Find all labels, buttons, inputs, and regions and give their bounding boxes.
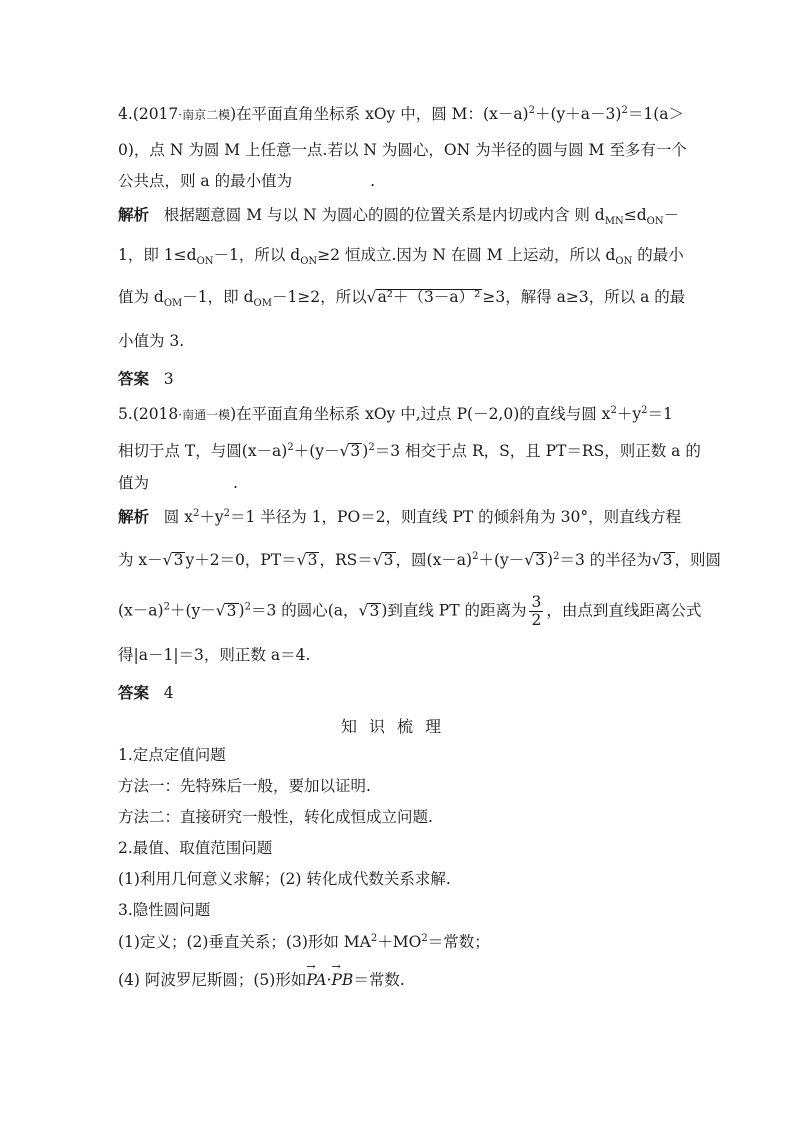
subscript: ON [615,256,633,267]
exponent: 2 [287,442,294,453]
summary-method-2: 方法二：直接研究一般性，转化成恒成立问题. [118,808,433,826]
problem-source: ·南京二模 [178,108,231,122]
exponent: 2 [223,508,230,519]
problem-4-line-3 [118,171,375,191]
exponent: 2 [370,933,378,944]
text: 值为 d [118,288,164,306]
text: )在平面直角坐标系 xOy 中，圆 M：(x－a) [230,105,529,123]
text: ＋MO [377,933,422,951]
summary-method-1: 方法一：先特殊后一般，要加以证明. [118,777,371,795]
sqrt-expression: 3 [173,551,184,569]
analysis-5-line-1 [118,507,681,527]
vector-pb: → PB [331,970,353,990]
analysis-4-line-3 [118,287,685,307]
sqrt-expression: 3 [383,551,394,569]
exponent: 2 [553,551,560,562]
problem-4-line-2 [118,140,687,160]
text: )在平面直角坐标系 xOy 中,过点 P(－2,0)的直线与圆 x [230,405,611,423]
summary-item-3-line-2 [118,970,405,990]
text: )到直线 PT 的距离为 [381,601,527,620]
problem-5-line-1 [118,404,673,425]
radical-sign: √ [215,601,226,620]
text: ≥2 恒成立.因为 N 在圆 M 上运动，所以 d [317,246,616,264]
answer-4 [118,369,174,389]
analysis-4-line-1 [118,205,679,225]
exponent: 2 [621,105,628,116]
radical-sign: √ [358,601,369,620]
text: ＋(y－ [478,551,525,569]
text: －1，所以 d [213,246,301,264]
text: ) [238,601,245,620]
text: ＝3 的半径为 [559,551,652,569]
radical-sign: √ [372,551,383,569]
text: － [663,206,680,224]
exponent: 2 [163,601,170,613]
subscript: ON [300,256,318,267]
sqrt-expression: 3 [662,551,673,569]
problem-number: 5.(2018 [118,405,179,423]
subscript: ON [196,256,214,267]
text: ＋(y－ [169,601,216,620]
text: ＋y [616,405,642,423]
exponent: 2 [368,442,375,453]
text: ＋(y＋a－3) [534,105,622,123]
analysis-5-line-3 [118,594,701,629]
sqrt-expression: 3 [350,442,361,460]
exponent: 2 [472,551,479,562]
sqrt-expression: 3 [535,551,546,569]
text: ＝3 相交于点 R，S，且 PT＝RS，则正数 a 的 [374,442,701,460]
text: y＋2＝0，PT＝ [185,551,297,569]
text: 小值为 3. [118,332,185,350]
problem-5-line-3 [118,473,238,493]
text: (1)定义；(2)垂直关系；(3)形如 MA [118,933,371,951]
text: . [233,474,238,492]
text: 0)，点 N 为圆 M 上任意一点.若以 N 为圆心，ON 为半径的圆与圆 M 至多有一个 [118,141,687,159]
radical-sign: √ [651,551,662,569]
exponent: 2 [421,933,428,944]
answer-label: 答案 [118,370,150,388]
text: 根据题意圆 M 与以 N 为圆心的圆的位置关系是内切或内含 则 d [163,206,605,224]
text: ＋(y－ [293,442,340,460]
radical-sign: √ [339,442,350,460]
sqrt-expression: 3 [369,601,380,620]
text: ＝1 [647,405,673,423]
vector-pa: → PA [306,970,326,990]
text: ，圆(x－a) [395,551,473,569]
problem-source: ·南通一模 [178,408,231,422]
text: 得|a－1|＝3，则正数 a＝4. [118,646,311,664]
exponent: 2 [192,508,200,519]
radical-sign: √ [162,551,173,569]
sqrt-expression: 3 [307,551,318,569]
dot-operator: · [326,971,332,989]
analysis-label: 解析 [118,508,150,526]
subscript: ON [646,216,664,227]
text: 的最小 [632,246,684,264]
exponent: 2 [610,405,617,416]
text: 圆 x [163,508,193,526]
text: ，则圆 [674,551,722,569]
radical-sign: √ [296,551,307,569]
text: －1≥2，所以 [271,288,367,306]
text: ≤d [623,206,647,224]
summary-item-2-methods: (1)利用几何意义求解；(2) 转化成代数关系求解. [118,870,451,888]
exponent: 2 [528,105,535,116]
analysis-4-line-4 [118,331,184,351]
section-heading: 知识梳理 [340,717,453,736]
analysis-5-line-2 [118,550,721,570]
text: (x－a) [118,601,164,620]
answer-value: 3 [163,370,174,388]
text: ) [547,551,554,569]
analysis-4-line-2 [118,245,684,265]
text: ，由点到直线距离公式 [546,601,702,620]
radical-sign: √ [366,288,377,306]
text: ＝常数. [353,971,405,989]
answer-5 [118,683,174,703]
summary-item-3: 3.隐性圆问题 [118,901,211,919]
text: 1，即 1≤d [118,246,197,264]
fraction [529,594,543,629]
sqrt-expression: a²＋（3－a）² [377,288,481,306]
text: 值为 [118,474,150,492]
text: 为 x－ [118,551,163,569]
problem-number: 4.(2017 [118,105,179,123]
text: (4) 阿波罗尼斯圆；(5)形如 [118,971,307,989]
text: ＋y [199,508,224,526]
answer-value: 4 [163,684,174,702]
text: . [370,172,376,190]
analysis-5-line-4 [118,645,310,665]
text: 公共点，则 a 的最小值为 [118,172,293,190]
fraction-denominator: 2 [531,611,542,629]
text: ≥3，解得 a≥3，所以 a 的最 [482,288,686,306]
subscript: OM [163,298,183,309]
problem-4-line-1 [118,104,684,125]
sqrt-expression: 3 [226,601,237,620]
text: －1，即 d [182,288,254,306]
text: ＝1(a＞ [627,105,684,123]
summary-item-1: 1.定点定值问题 [118,746,226,764]
answer-label: 答案 [118,684,150,702]
text: ) [362,442,369,460]
text: 相切于点 T，与圆(x－a) [118,442,288,460]
analysis-label: 解析 [118,206,150,224]
text: ＝3 的圆心(a， [250,601,359,620]
summary-item-2: 2.最值、取值范围问题 [118,839,273,857]
text: ＝1 半径为 1，PO＝2，则直线 PT 的倾斜角为 30°，则直线方程 [229,508,682,526]
text: ＝常数； [427,933,490,951]
exponent: 2 [244,601,251,613]
summary-item-3-line-1 [118,932,490,952]
text: ，RS＝ [319,551,373,569]
problem-5-line-2 [118,441,701,461]
exponent: 2 [641,405,648,416]
fraction-numerator: 3 [531,593,542,611]
subscript: MN [604,216,624,227]
subscript: OM [253,298,272,309]
radical-sign: √ [524,551,535,569]
